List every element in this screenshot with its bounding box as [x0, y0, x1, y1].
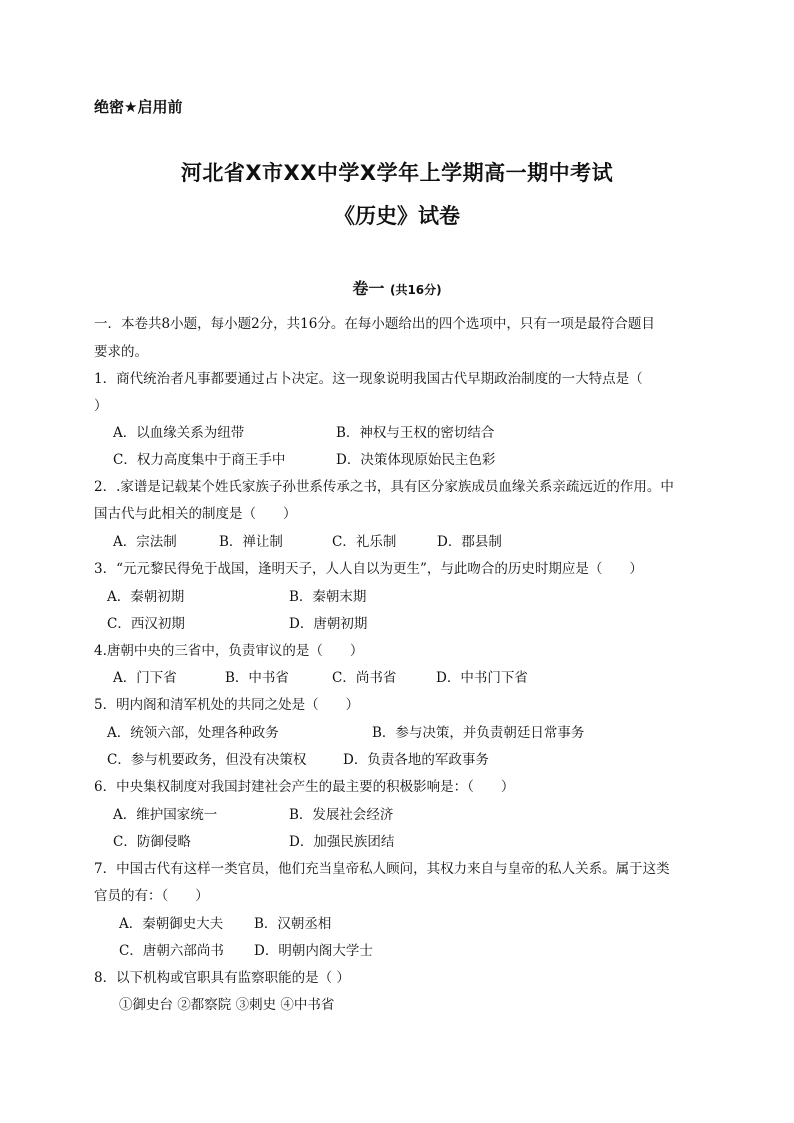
question-option: C．礼乐制 [332, 534, 397, 550]
question-option: C．权力高度集中于商王手中 [113, 452, 286, 468]
question-stem: 6．中央集权制度对我国封建社会产生的最主要的积极影响是：（ ） [94, 779, 515, 795]
question-option: C．西汉初期 [107, 616, 185, 632]
question-option: D．中书门下省 [436, 670, 528, 686]
question-option: A．门下省 [113, 670, 177, 686]
question-stem: 7．中国古代有这样一类官员，他们充当皇帝私人顾问，其权力来自与皇帝的私人关系。属于这类 [94, 861, 670, 877]
question-stem: 5．明内阁和清军机处的共同之处是（ ） [94, 697, 360, 713]
question-option: D．唐朝初期 [289, 616, 368, 632]
question-option: D．加强民族团结 [289, 834, 395, 850]
question-option: ①御史台 ②都察院 ③刺史 ④中书省 [119, 997, 335, 1013]
question-option: A．统领六部，处理各种政务 [107, 725, 279, 741]
question-stem: 1．商代统治者凡事都要通过占卜决定。这一现象说明我国古代早期政治制度的一大特点是（ [94, 371, 643, 387]
question-option: C．参与机要政务，但没有决策权 [107, 752, 307, 768]
exam-subtitle: 《历史》试卷 [334, 204, 460, 228]
question-option: D．决策体现原始民主色彩 [336, 452, 496, 468]
question-option: B．汉朝丞相 [254, 916, 332, 932]
question-option: A．宗法制 [113, 534, 177, 550]
question-option: A．以血缘关系为纽带 [113, 425, 245, 441]
question-option: B．神权与王权的密切结合 [336, 425, 495, 441]
instructions-line: 一．本卷共8小题，每小题2分，共16分。在每小题给出的四个选项中，只有一项是最符合题目 [94, 316, 655, 332]
question-option: A．秦朝御史大夫 [119, 916, 224, 932]
question-stem: 2．.家谱是记载某个姓氏家族子孙世系传承之书，具有区分家族成员血缘关系亲疏远近的作用。中 [94, 479, 674, 495]
question-stem: 官员的有：（ ） [94, 888, 209, 904]
secret-label: 绝密★启用前 [94, 98, 183, 116]
question-option: A．维护国家统一 [113, 807, 218, 823]
question-stem: 国古代与此相关的制度是（ ） [94, 506, 297, 522]
question-stem: 8．以下机构或官职具有监察职能的是（ ） [94, 970, 350, 986]
question-option: D．郡县制 [437, 534, 502, 550]
question-option: A．秦朝初期 [107, 589, 185, 605]
question-option: C．唐朝六部尚书 [119, 943, 224, 959]
section-title: 卷一 [352, 279, 385, 298]
question-option: B．秦朝末期 [289, 589, 367, 605]
question-option: D．明朝内阁大学士 [254, 943, 373, 959]
section-heading [0, 276, 794, 299]
question-option: D．负责各地的军政事务 [343, 752, 489, 768]
section-note: (共16分) [389, 283, 442, 297]
question-option: B．参与决策，并负责朝廷日常事务 [372, 725, 585, 741]
question-option: B．禅让制 [219, 534, 283, 550]
question-option: B．中书省 [225, 670, 289, 686]
question-stem: 3．“元元黎民得免于战国，逢明天子，人人自以为更生”，与此吻合的历史时期应是（ ） [94, 561, 643, 577]
question-stem: ） [94, 398, 108, 414]
question-option: C．尚书省 [332, 670, 397, 686]
question-stem: 4.唐朝中央的三省中，负责审议的是（ ） [94, 643, 364, 659]
question-option: B．发展社会经济 [289, 807, 394, 823]
exam-title: 河北省X市XX中学X学年上学期高一期中考试 [180, 161, 614, 185]
question-option: C．防御侵略 [113, 834, 191, 850]
instructions-line: 要求的。 [94, 344, 148, 360]
